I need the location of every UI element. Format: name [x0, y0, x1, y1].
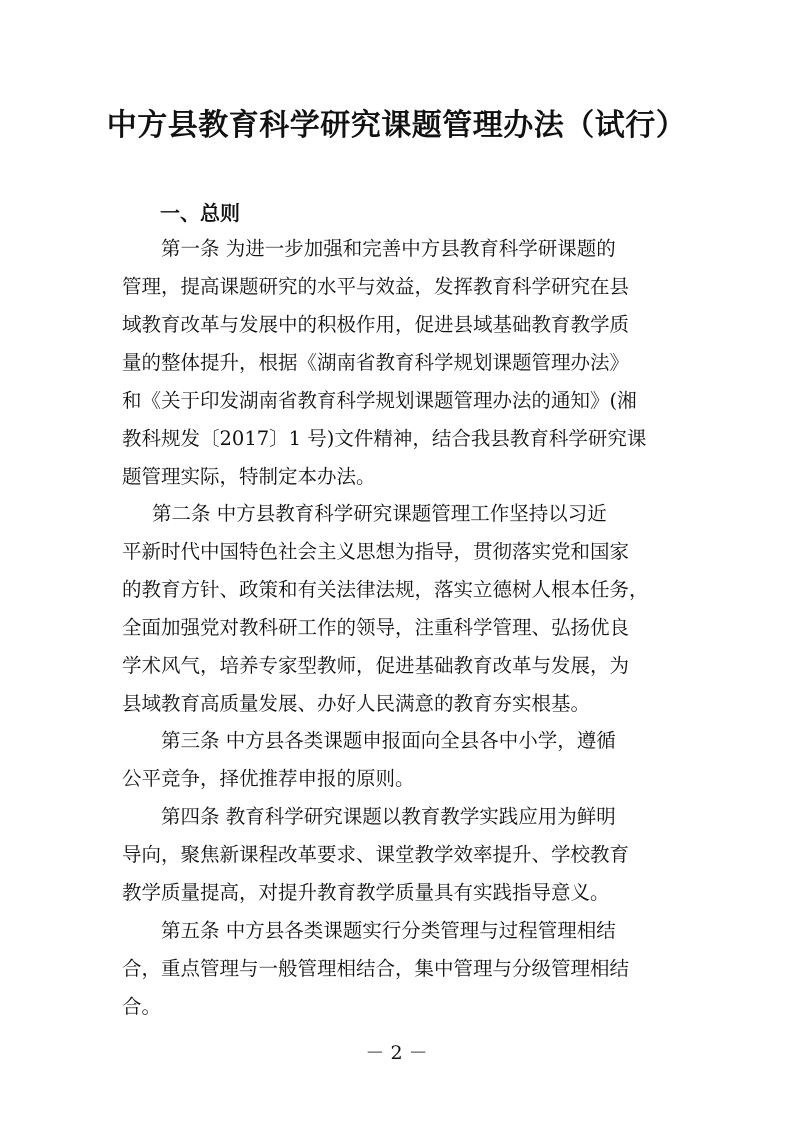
article-line: 第二条 中方县教育科学研究课题管理工作坚持以习近: [152, 502, 607, 525]
article-line: 平新时代中国特色社会主义思想为指导，贯彻落实党和国家: [122, 540, 630, 563]
article-line: 的教育方针、政策和有关法律法规，落实立德树人根本任务，: [122, 578, 649, 601]
article-line: 合，重点管理与一般管理相结合，集中管理与分级管理相结: [122, 957, 630, 980]
article-line: 教科规发〔2017〕1 号)文件精神，结合我县教育科学研究课: [122, 427, 647, 450]
page-number: － 2 －: [365, 1042, 428, 1064]
article-line: 导向，聚焦新课程改革要求、课堂教学效率提升、学校教育: [122, 843, 630, 866]
article-line: 量的整体提升，根据《湖南省教育科学规划课题管理办法》: [122, 351, 630, 374]
article-line: 学术风气，培养专家型教师，促进基础教育改革与发展，为: [122, 654, 630, 677]
document-title: 中方县教育科学研究课题管理办法（试行）: [106, 108, 687, 143]
article-line: 第五条 中方县各类课题实行分类管理与过程管理相结: [161, 919, 616, 942]
article-line: 县域教育高质量发展、办好人民满意的教育夯实根基。: [122, 692, 591, 715]
article-line: 公平竞争，择优推荐申报的原则。: [122, 767, 415, 790]
article-4: [122, 798, 629, 912]
article-line: 域教育改革与发展中的积极作用，促进县域基础教育教学质: [122, 313, 630, 336]
article-line: 全面加强党对教科研工作的领导，注重科学管理、弘扬优良: [122, 616, 630, 639]
article-line: 第三条 中方县各类课题申报面向全县各中小学，遵循: [161, 729, 616, 752]
section-heading: 一、总则: [160, 201, 240, 225]
article-line: 题管理实际，特制定本办法。: [122, 465, 376, 488]
article-5: [122, 912, 629, 1026]
article-line: 管理，提高课题研究的水平与效益，发挥教育科学研究在县: [122, 275, 630, 298]
article-line: 教学质量提高，对提升教育教学质量具有实践指导意义。: [122, 881, 610, 904]
article-line: 第四条 教育科学研究课题以教育教学实践应用为鲜明: [161, 805, 616, 828]
article-1: [122, 230, 646, 496]
article-2: [122, 495, 649, 723]
article-line: 和《关于印发湖南省教育科学规划课题管理办法的通知》(湘: [122, 389, 637, 412]
article-3: [122, 722, 616, 798]
article-line: 合。: [122, 995, 162, 1018]
article-line: 第一条 为进一步加强和完善中方县教育科学研课题的: [161, 237, 616, 260]
